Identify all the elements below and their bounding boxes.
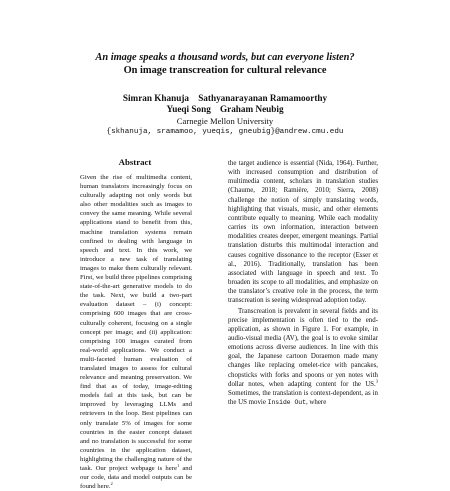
footnote-marker-1: 1 bbox=[176, 462, 180, 468]
author-list bbox=[0, 93, 450, 115]
title-line-2: On image transcreation for cultural relevance bbox=[123, 64, 327, 76]
author-emails: {skhanuja, sramamoo, yueqis, gneubig}@andrew.cmu.edu bbox=[106, 128, 344, 136]
paragraph-2-end: Sometimes, the translation is context-dependent, as in the US movie bbox=[228, 389, 378, 407]
paper-title bbox=[0, 52, 450, 77]
affiliation: Carnegie Mellon University bbox=[176, 116, 274, 126]
paragraph-2-tail: , where bbox=[305, 399, 327, 407]
abstract-heading: Abstract bbox=[118, 157, 152, 167]
abstract-text bbox=[80, 173, 192, 491]
footnote-marker-2: 2 bbox=[110, 480, 113, 486]
footnote-marker-3: 3 bbox=[375, 378, 378, 384]
authors-line-2: Yueqi Song Graham Neubig bbox=[166, 104, 284, 115]
intro-paragraph-2 bbox=[228, 307, 378, 408]
movie-title: Inside Out bbox=[267, 399, 306, 407]
paragraph-2-body: Transcreation is prevalent in several fields and its precise implementation is often tied to the end-application, as shown in Figure 1. For example, in audio-visual media (AV), the goal is to evoke similar emotions across diverse audiences. In line with this goal, the Japanese cartoon Doraemon made many changes like replacing omelet-rice with pancakes, chopsticks with forks and spoons or yen notes with dollar notes, when adapting content for the US. bbox=[228, 307, 378, 388]
intro-paragraph-1: the target audience is essential (Nida, 1964). Further, with increased consumption and distribution of multimedia content, scholars in translation studies (Chaume, 2018; Ramière, 2010; Sierra, 2008) challenge the notion of simply translating words, highlighting that visuals, music, and other elements contribute equally to meaning. While each modality carries its own information, interaction between modalities creates deeper, emergent meanings. Partial translation disturbs this multimodal interaction and causes cognitive dissonance to the receptor (Esser et al., 2016). Traditionally, translation has been associated with language in speech and text. To broaden its scope to all modalities, and emphasize on the translator’s creative role in the process, the term transcreation is seeing widespread adoption today. bbox=[228, 160, 378, 305]
authors-line-1: Simran Khanuja Sathyanarayanan Ramamoorthy bbox=[122, 93, 328, 103]
abstract-body: Given the rise of multimedia content, human translators increasingly focus on culturally adapting not only words but also other modalities such as images to convey the same meaning. While several applications stand to benefit from this, machine translation systems remain confined to dealing with language in speech and text. In this work, we introduce a new task of translating images to make them culturally relevant. First, we build three pipelines comprising state-of-the-art generative models to do the task. Next, we build a two-part evaluation dataset – (i) concept: comprising 600 images that are cross-culturally coherent, focusing on a single concept per image; and (ii) application: comprising 100 images curated from real-world applications. We conduct a multi-faceted human evaluation of translated images to assess for cultural relevance and meaning preservation. We find that as of today, image-editing models fail at this task, but can be improved by leveraging LLMs and retrievers in the loop. Best pipelines can only translate 5% of images for some countries in the easier concept dataset and no translation is successful for some countries in the application dataset, highlighting the challenging nature of the task. Our project webpage is here bbox=[80, 174, 192, 472]
intro-column bbox=[228, 159, 378, 407]
title-line-1: An image speaks a thousand words, but can everyone listen? bbox=[95, 52, 355, 63]
abstract-body-end: and our code, data and model outputs can be found here. bbox=[80, 465, 192, 491]
